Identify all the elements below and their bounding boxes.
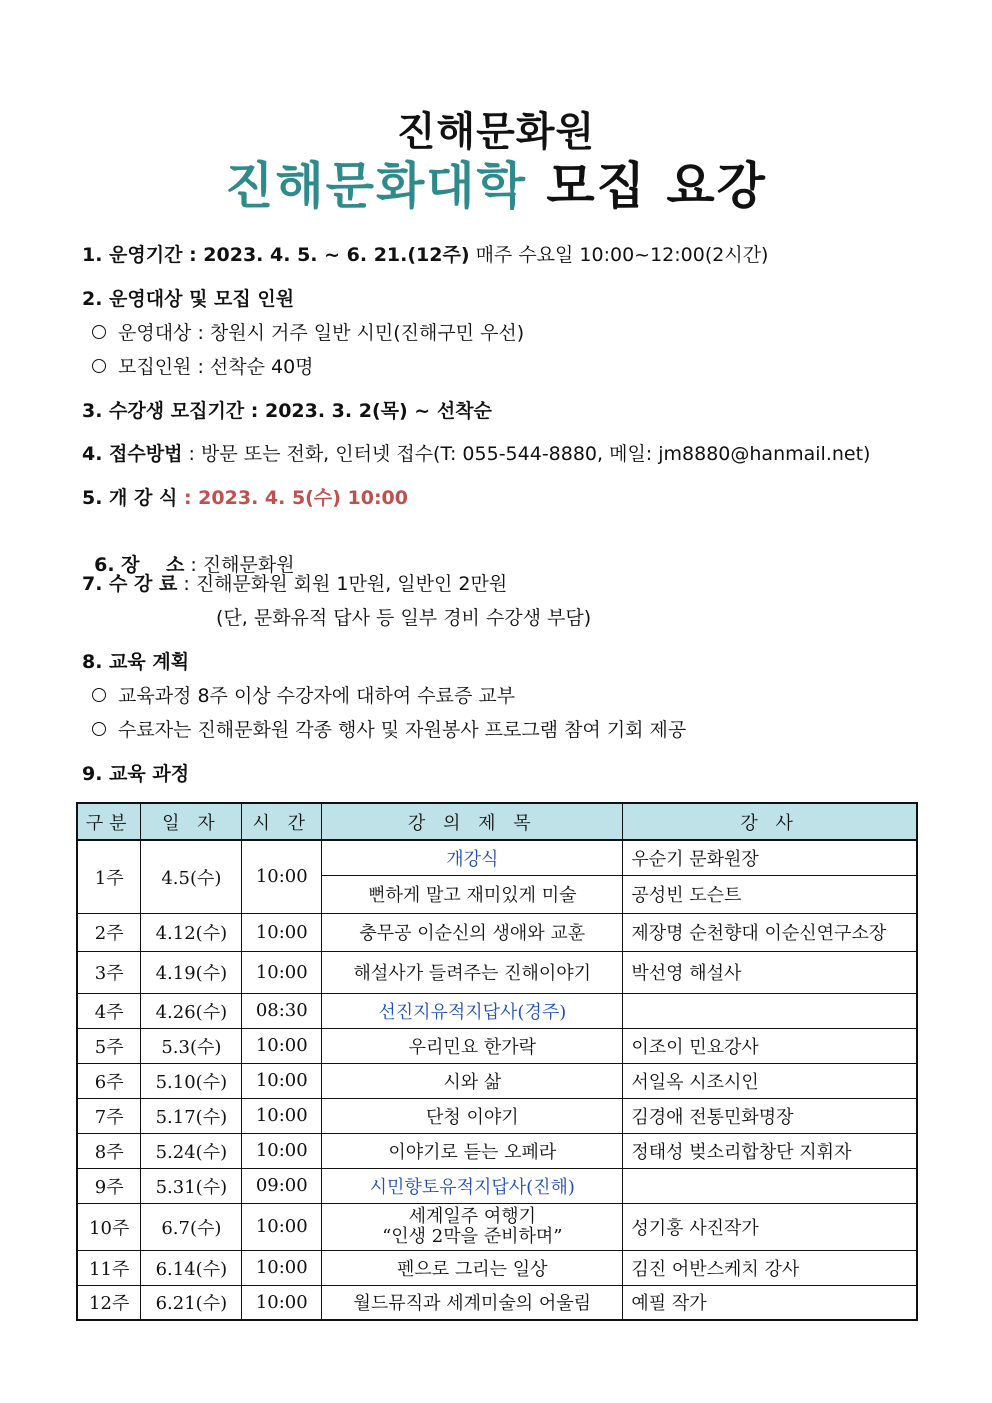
cell-title xyxy=(322,1203,623,1250)
table-row xyxy=(77,1133,917,1168)
table-row xyxy=(77,1168,917,1203)
cell-title: 이야기로 듣는 오페라 xyxy=(322,1133,623,1168)
cell-time: 10:00 xyxy=(242,840,322,913)
cell-lecturer: 성기홍 사진작가 xyxy=(623,1203,917,1250)
cell-date: 5.3(수) xyxy=(141,1028,242,1063)
cell-title: 월드뮤직과 세계미술의 어울림 xyxy=(322,1285,623,1320)
cell-date: 6.7(수) xyxy=(141,1203,242,1250)
col-header-title: 강 의 제 목 xyxy=(322,803,623,840)
cell-lecturer: 정태성 벚소리합창단 지휘자 xyxy=(623,1133,917,1168)
curriculum-table xyxy=(76,802,918,1321)
circle-bullet-icon xyxy=(92,722,106,736)
item-8-label: 8. 교육 계획 xyxy=(82,651,190,673)
item-4 xyxy=(82,442,870,466)
cell-date: 5.24(수) xyxy=(141,1133,242,1168)
item-2-sub-2-text: 모집인원 : 선착순 40명 xyxy=(118,356,314,378)
cell-lecturer: 이조이 민요강사 xyxy=(623,1028,917,1063)
table-row xyxy=(77,913,917,951)
cell-lecturer: 우순기 문화원장 xyxy=(623,840,917,875)
item-9-label: 9. 교육 과정 xyxy=(82,763,190,785)
cell-week: 11주 xyxy=(77,1250,141,1285)
table-header-row xyxy=(77,803,917,840)
table-row xyxy=(77,1098,917,1133)
item-4-label: 4. 접수방법 xyxy=(82,443,183,465)
cell-time: 10:00 xyxy=(242,1098,322,1133)
item-3 xyxy=(82,399,492,423)
item-1 xyxy=(82,243,768,267)
cell-title: 단청 이야기 xyxy=(322,1098,623,1133)
item-1-label: 1. 운영기간 : 2023. 4. 5. ~ 6. 21.(12주) xyxy=(82,244,470,266)
item-7 xyxy=(82,572,507,596)
item-2-sub-1 xyxy=(92,321,524,345)
cell-date: 4.5(수) xyxy=(141,840,242,913)
cell-date: 6.14(수) xyxy=(141,1250,242,1285)
cell-title: 펜으로 그리는 일상 xyxy=(322,1250,623,1285)
cell-week: 2주 xyxy=(77,913,141,951)
col-header-week: 구분 xyxy=(77,803,141,840)
cell-time: 10:00 xyxy=(242,951,322,993)
col-header-date: 일 자 xyxy=(141,803,242,840)
circle-bullet-icon xyxy=(92,325,106,339)
cell-lecturer xyxy=(623,1168,917,1203)
org-title: 진해문화원 xyxy=(396,109,596,155)
table-row xyxy=(77,1250,917,1285)
cell-time: 10:00 xyxy=(242,1133,322,1168)
cell-week: 9주 xyxy=(77,1168,141,1203)
item-2-label: 2. 운영대상 및 모집 인원 xyxy=(82,288,295,310)
cell-date: 5.17(수) xyxy=(141,1098,242,1133)
cell-time: 10:00 xyxy=(242,913,322,951)
table-row xyxy=(77,1285,917,1320)
item-6 xyxy=(82,529,295,577)
cell-title: 해설사가 들려주는 진해이야기 xyxy=(322,951,623,993)
cell-title: 선진지유적지답사(경주) xyxy=(322,993,623,1028)
table-row xyxy=(77,993,917,1028)
item-2 xyxy=(82,287,294,311)
cell-week: 3주 xyxy=(77,951,141,993)
cell-week: 12주 xyxy=(77,1285,141,1320)
cell-lecturer: 김진 어반스케치 강사 xyxy=(623,1250,917,1285)
cell-date: 4.12(수) xyxy=(141,913,242,951)
item-1-value: 매주 수요일 10:00~12:00(2시간) xyxy=(469,244,769,266)
circle-bullet-icon xyxy=(92,359,106,373)
cell-title-line-1: 세계일주 여행기 xyxy=(408,1205,536,1227)
item-2-sub-2 xyxy=(92,355,314,379)
cell-week: 5주 xyxy=(77,1028,141,1063)
cell-time: 09:00 xyxy=(242,1168,322,1203)
item-6-value: : 진해문화원 xyxy=(184,554,295,576)
item-5 xyxy=(82,486,408,510)
item-9 xyxy=(82,762,189,786)
cell-time: 10:00 xyxy=(242,1203,322,1250)
item-8-sub-1-text: 교육과정 8주 이상 수강자에 대하여 수료증 교부 xyxy=(118,685,516,707)
cell-time: 10:00 xyxy=(242,1028,322,1063)
table-row xyxy=(77,840,917,875)
item-6-label: 6. 장 소 xyxy=(94,554,185,576)
item-8-sub-1 xyxy=(92,684,515,708)
cell-title: 뻔하게 말고 재미있게 미술 xyxy=(322,875,623,913)
circle-bullet-icon xyxy=(92,688,106,702)
cell-date: 4.19(수) xyxy=(141,951,242,993)
cell-week: 6주 xyxy=(77,1063,141,1098)
cell-week: 4주 xyxy=(77,993,141,1028)
table-row xyxy=(77,1063,917,1098)
cell-title: 시민향토유적지답사(진해) xyxy=(322,1168,623,1203)
item-5-label: 5. 개 강 식 xyxy=(82,487,178,509)
main-title xyxy=(0,146,992,218)
cell-week: 10주 xyxy=(77,1203,141,1250)
item-8 xyxy=(82,650,189,674)
main-title-teal: 진해문화대학 xyxy=(225,157,527,215)
col-header-time: 시 간 xyxy=(242,803,322,840)
cell-lecturer: 박선영 해설사 xyxy=(623,951,917,993)
cell-lecturer xyxy=(623,993,917,1028)
cell-title: 개강식 xyxy=(322,840,623,875)
cell-week: 7주 xyxy=(77,1098,141,1133)
cell-date: 5.10(수) xyxy=(141,1063,242,1098)
cell-date: 5.31(수) xyxy=(141,1168,242,1203)
cell-time: 08:30 xyxy=(242,993,322,1028)
cell-title: 충무공 이순신의 생애와 교훈 xyxy=(322,913,623,951)
main-title-dark: 모집 요강 xyxy=(546,157,767,215)
cell-lecturer: 예필 작가 xyxy=(623,1285,917,1320)
cell-time: 10:00 xyxy=(242,1250,322,1285)
item-7-label: 7. 수 강 료 xyxy=(82,573,178,595)
table-row xyxy=(77,1028,917,1063)
cell-date: 4.26(수) xyxy=(141,993,242,1028)
cell-week: 1주 xyxy=(77,840,141,913)
cell-title: 우리민요 한가락 xyxy=(322,1028,623,1063)
table-row xyxy=(77,951,917,993)
item-5-value: : 2023. 4. 5(수) 10:00 xyxy=(177,487,408,509)
item-7-note: (단, 문화유적 답사 등 일부 경비 수강생 부담) xyxy=(216,607,592,629)
item-8-sub-2-text: 수료자는 진해문화원 각종 행사 및 자원봉사 프로그램 참여 기회 제공 xyxy=(118,719,687,741)
item-8-sub-2 xyxy=(92,718,686,742)
cell-lecturer: 김경애 전통민화명장 xyxy=(623,1098,917,1133)
cell-lecturer: 공성빈 도슨트 xyxy=(623,875,917,913)
cell-lecturer: 제장명 순천향대 이순신연구소장 xyxy=(623,913,917,951)
cell-date: 6.21(수) xyxy=(141,1285,242,1320)
cell-title: 시와 삶 xyxy=(322,1063,623,1098)
item-4-value: : 방문 또는 전화, 인터넷 접수(T: 055-544-8880, 메일: jm8880@hanmail.net) xyxy=(182,443,871,465)
cell-title-line-2: “인생 2막을 준비하며” xyxy=(382,1225,563,1247)
item-7-value: : 진해문화원 회원 1만원, 일반인 2만원 xyxy=(177,573,508,595)
table-row xyxy=(77,1203,917,1250)
item-3-label: 3. 수강생 모집기간 : 2023. 3. 2(목) ~ 선착순 xyxy=(82,400,492,422)
cell-time: 10:00 xyxy=(242,1285,322,1320)
item-2-sub-1-text: 운영대상 : 창원시 거주 일반 시민(진해구민 우선) xyxy=(118,322,525,344)
cell-time: 10:00 xyxy=(242,1063,322,1098)
cell-week: 8주 xyxy=(77,1133,141,1168)
cell-lecturer: 서일옥 시조시인 xyxy=(623,1063,917,1098)
col-header-lecturer: 강 사 xyxy=(623,803,917,840)
